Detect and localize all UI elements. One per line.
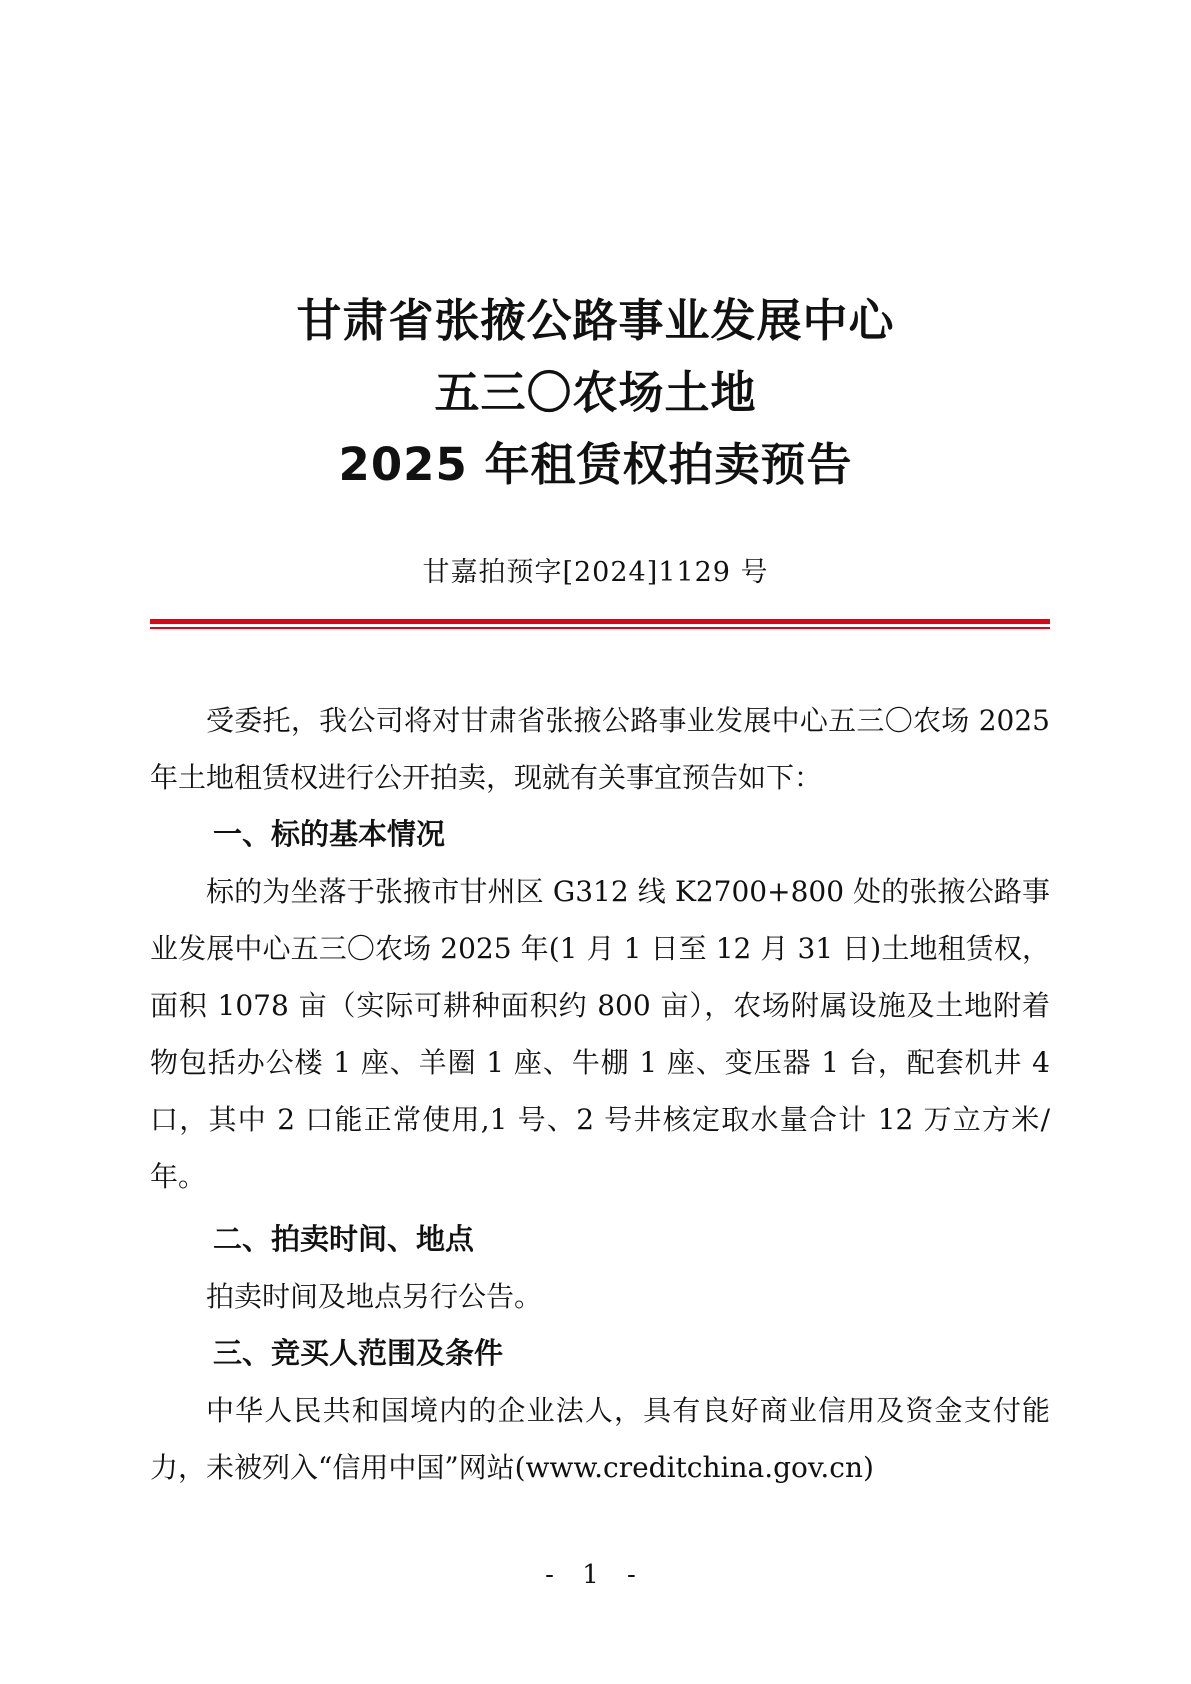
section-text-1: 标的为坐落于张掖市甘州区 G312 线 K2700+800 处的张掖公路事业发展中心五三〇农场 2025 年(1 月 1 日至 12 月 31 日)土地租赁权，面积 1078 亩（实际可耕种面积约 800 亩），农场附属设施及土地附着物包括办公楼 1 座、羊圈 1 座、牛棚 1 座、变压器 1 台，配套机井 4 口，其中 2 口能正常使用,1 号、2 号井核定取水量合计 12 万立方米/年。 xyxy=(150,875,1050,1193)
title-line-2: 五三〇农场土地 xyxy=(434,366,757,419)
section-heading-3: 三、竞买人范围及条件 xyxy=(213,1336,504,1370)
document-number: 甘嘉拍预字[2024]1129 号 xyxy=(422,557,769,588)
section-heading-1: 一、标的基本情况 xyxy=(213,817,446,851)
page-number: - 1 - xyxy=(545,1560,646,1590)
document-body xyxy=(150,692,1050,1496)
red-header-rule-thin xyxy=(150,627,1050,629)
intro-paragraph: 受委托，我公司将对甘肃省张掖公路事业发展中心五三〇农场 2025 年土地租赁权进行公开拍卖，现就有关事宜预告如下： xyxy=(150,704,1050,794)
section-heading-2: 二、拍卖时间、地点 xyxy=(213,1222,475,1256)
document-title xyxy=(150,285,1041,501)
section-text-3: 中华人民共和国境内的企业法人，具有良好商业信用及资金支付能力，未被列入“信用中国”网站(www.creditchina.gov.cn) xyxy=(150,1394,1050,1484)
title-line-3: 2025 年租赁权拍卖预告 xyxy=(338,438,853,491)
section-text-2: 拍卖时间及地点另行公告。 xyxy=(206,1280,543,1313)
title-line-1: 甘肃省张掖公路事业发展中心 xyxy=(296,294,895,347)
red-header-rule-thick xyxy=(150,619,1050,624)
